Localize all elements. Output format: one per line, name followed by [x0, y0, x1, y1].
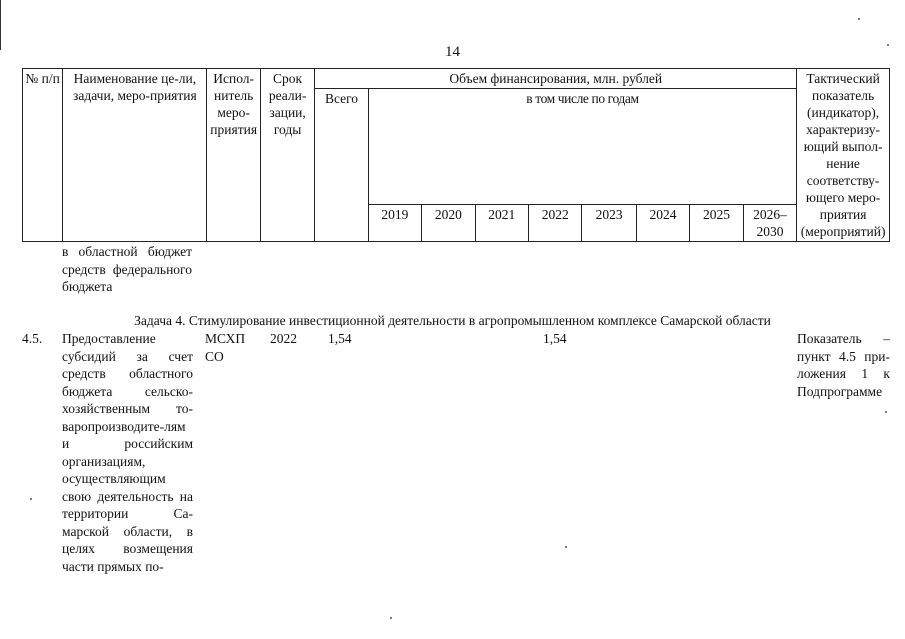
row-2022: 1,54	[543, 331, 567, 346]
header-year: 2023	[582, 205, 636, 242]
continuation-text: в областной бюджет средств федерального бюджета	[62, 244, 192, 294]
header-executor: Испол-нитель меро-приятия	[207, 69, 260, 242]
header-year: 2020	[422, 205, 475, 242]
row-indicator: Показатель – пункт 4.5 при-ложения 1 к Подпрограмме	[797, 331, 890, 399]
row-number: 4.5.	[22, 331, 43, 346]
header-year: 2022	[528, 205, 581, 242]
page-number: 14	[445, 44, 460, 60]
header-table	[22, 68, 890, 242]
header-by-years: в том числе по годам	[368, 89, 796, 205]
header-funding: Объем финансирования, млн. рублей	[315, 69, 797, 89]
header-year: 2021	[475, 205, 528, 242]
left-edge-line	[0, 0, 1, 50]
scan-speck	[390, 617, 392, 619]
header-term: Срок реали-зации, годы	[260, 69, 314, 242]
header-total: Всего	[315, 89, 368, 242]
scan-speck	[858, 18, 860, 20]
row-name: Предоставление субсидий за счет средств областного бюджета сельско-хозяйственным то-варопроизводите-лям и российским организациям, осуществляющим свою деятельность на территории Са-марской области, в целях возмещения части прямых по-	[62, 331, 193, 574]
header-year: 2024	[636, 205, 689, 242]
row-total: 1,54	[328, 331, 352, 346]
header-num: № п/п	[23, 69, 63, 242]
row-term: 2022	[270, 331, 297, 346]
header-year: 2026–2030	[743, 205, 797, 242]
header-indicator: Тактический показатель (индикатор), характеризу-ющий выпол-нение соответству-ющего меро-приятия (мероприятий)	[797, 69, 890, 242]
scan-speck	[885, 411, 887, 413]
task-title: Задача 4. Стимулирование инвестиционной деятельности в агропромышленном комплексе Самарской области	[134, 313, 771, 328]
scan-speck	[565, 546, 567, 548]
scan-speck	[887, 44, 889, 46]
header-name: Наименование це-ли, задачи, меро-приятия	[63, 69, 207, 242]
scan-speck	[30, 498, 32, 500]
header-year: 2025	[690, 205, 743, 242]
header-year: 2019	[368, 205, 421, 242]
row-executor: МСХП СО	[205, 331, 246, 364]
